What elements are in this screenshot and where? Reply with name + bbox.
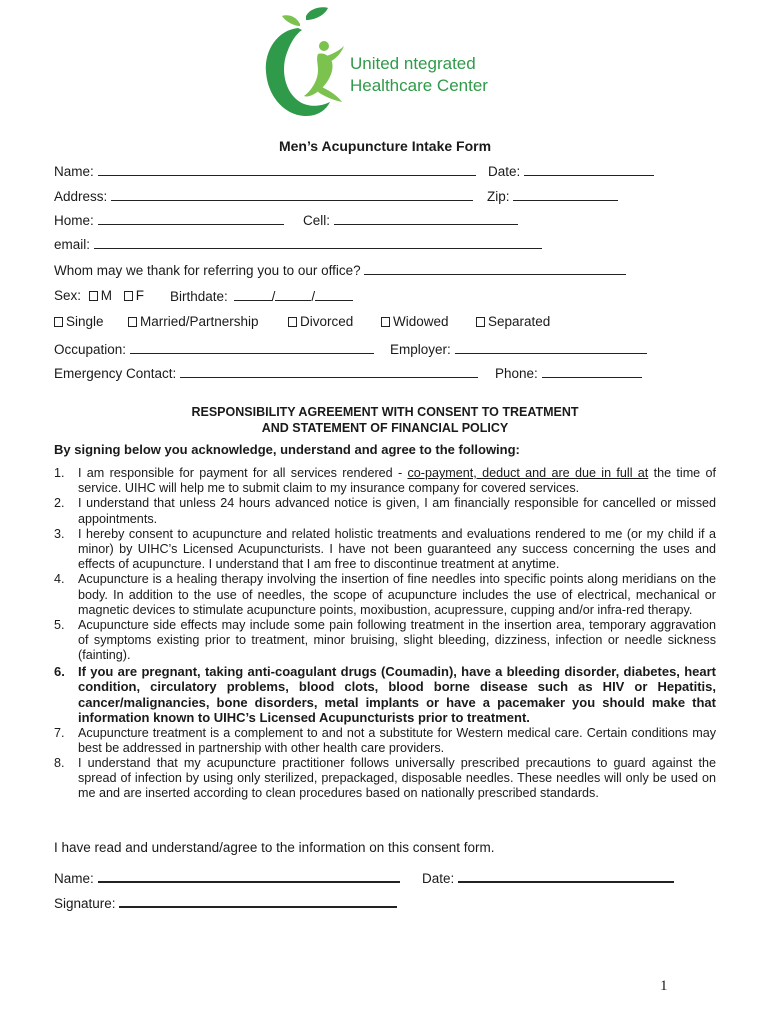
home-row bbox=[54, 212, 284, 228]
address-input-line[interactable] bbox=[111, 188, 473, 201]
phone-row bbox=[495, 365, 642, 381]
list-text: Acupuncture treatment is a complement to and not a substitute for Western medical care. Certain conditions may best be addressed in partnership with other health care providers. bbox=[78, 725, 716, 755]
referral-row bbox=[54, 262, 626, 278]
list-item bbox=[54, 726, 716, 756]
consent-date-input-line[interactable] bbox=[458, 869, 674, 883]
referral-input-line[interactable] bbox=[364, 262, 626, 275]
list-number: 3. bbox=[54, 526, 65, 541]
marital-widowed bbox=[381, 314, 449, 329]
list-number: 7. bbox=[54, 725, 65, 740]
agreement-list bbox=[54, 466, 716, 802]
address-label: Address: bbox=[54, 189, 108, 204]
name-label: Name: bbox=[54, 164, 94, 179]
birth-day-line[interactable] bbox=[275, 288, 311, 301]
married-checkbox[interactable] bbox=[128, 317, 137, 327]
home-label: Home: bbox=[54, 213, 94, 228]
address-row bbox=[54, 188, 473, 204]
zip-input-line[interactable] bbox=[513, 188, 618, 201]
widowed-checkbox[interactable] bbox=[381, 317, 390, 327]
widowed-label: Widowed bbox=[393, 314, 449, 329]
list-item bbox=[54, 466, 716, 496]
list-item bbox=[54, 572, 716, 618]
agreement-heading-1: RESPONSIBILITY AGREEMENT WITH CONSENT TO TREATMENT bbox=[191, 405, 579, 419]
agreement-heading-2: AND STATEMENT OF FINANCIAL POLICY bbox=[261, 421, 509, 435]
marital-divorced bbox=[288, 314, 353, 329]
cell-label: Cell: bbox=[303, 213, 331, 228]
birthdate-label: Birthdate: bbox=[170, 289, 228, 304]
list-text bbox=[78, 466, 716, 496]
consent-date-row bbox=[422, 869, 674, 886]
sex-m-checkbox[interactable] bbox=[89, 291, 98, 301]
home-phone-input-line[interactable] bbox=[98, 212, 284, 225]
list-number: 6. bbox=[54, 663, 65, 679]
list-item bbox=[54, 618, 716, 664]
email-row bbox=[54, 236, 542, 252]
sex-f-label: F bbox=[135, 288, 145, 303]
sex-label: Sex: bbox=[54, 288, 82, 303]
email-label: email: bbox=[54, 237, 91, 252]
occupation-label: Occupation: bbox=[54, 342, 127, 357]
phone-label: Phone: bbox=[495, 366, 538, 381]
date-label: Date: bbox=[488, 164, 521, 179]
list-number: 2. bbox=[54, 496, 65, 511]
consent-name-row bbox=[54, 869, 400, 886]
marital-single bbox=[54, 314, 104, 329]
page-number: 1 bbox=[660, 978, 668, 994]
list-number: 4. bbox=[54, 572, 65, 587]
separated-label: Separated bbox=[488, 314, 551, 329]
consent-statement: I have read and understand/agree to the information on this consent form. bbox=[54, 840, 495, 855]
list-item bbox=[54, 496, 716, 526]
emergency-row bbox=[54, 365, 478, 381]
logo-text-line1: United ntegrated bbox=[350, 54, 476, 73]
clinic-logo bbox=[258, 6, 503, 121]
marital-married bbox=[128, 314, 259, 329]
signature-label: Signature: bbox=[54, 896, 116, 911]
list-item bbox=[54, 527, 716, 573]
email-input-line[interactable] bbox=[94, 236, 542, 249]
list-text: I hereby consent to acupuncture and related holistic treatments and evaluations rendered to me (or my child if a minor) by UIHC’s Licensed Acupuncturists. I have not been guaranteed any success concerning the uses and effects of acupuncture. I understand that I am free to discontinue treatment at anytime. bbox=[78, 526, 716, 572]
referral-label: Whom may we thank for referring you to our office? bbox=[54, 263, 361, 278]
divorced-label: Divorced bbox=[300, 314, 354, 329]
consent-name-input-line[interactable] bbox=[98, 869, 400, 883]
emergency-label: Emergency Contact: bbox=[54, 366, 177, 381]
item-1-text-a: I am responsible for payment for all services rendered - bbox=[78, 466, 408, 480]
separated-checkbox[interactable] bbox=[476, 317, 485, 327]
name-input-line[interactable] bbox=[98, 163, 476, 176]
single-checkbox[interactable] bbox=[54, 317, 63, 327]
logo-text-line2: Healthcare Center bbox=[350, 76, 488, 95]
single-label: Single bbox=[66, 314, 104, 329]
zip-label: Zip: bbox=[487, 189, 510, 204]
list-item-warning bbox=[54, 664, 716, 726]
employer-label: Employer: bbox=[390, 342, 451, 357]
signature-input-line[interactable] bbox=[119, 894, 397, 908]
sex-row bbox=[54, 288, 144, 303]
birth-year-line[interactable] bbox=[315, 288, 353, 301]
agreement-intro: By signing below you acknowledge, understand and agree to the following: bbox=[54, 442, 520, 457]
list-text: Acupuncture side effects may include some pain following treatment in the insertion area, temporary aggravation of symptoms existing prior to treatment, minor bruising, slight bleeding, dizziness, infection or needle sickness (fainting). bbox=[78, 618, 716, 663]
item-1-underlined: co-payment, deduct and are due in full at bbox=[407, 466, 649, 480]
married-label: Married/Partnership bbox=[140, 314, 259, 329]
list-text: Acupuncture is a healing therapy involving the insertion of fine needles into specific points along meridians on the body. In addition to the use of needles, the scope of acupuncture includes the use of electrical, mechanical or magnetic devices to stimulate acupuncture points, moxibustion, acupressure, cupping and/or infra-red therapy. bbox=[78, 572, 716, 617]
list-number: 1. bbox=[54, 466, 65, 480]
list-number: 5. bbox=[54, 618, 65, 633]
employer-input-line[interactable] bbox=[455, 341, 647, 354]
date-row bbox=[488, 163, 654, 179]
cell-phone-input-line[interactable] bbox=[334, 212, 518, 225]
apple-figure-icon bbox=[258, 6, 358, 121]
emergency-input-line[interactable] bbox=[180, 365, 478, 378]
signature-row bbox=[54, 894, 397, 911]
occupation-row bbox=[54, 341, 374, 357]
employer-row bbox=[390, 341, 647, 357]
zip-row bbox=[487, 188, 618, 204]
name-row bbox=[54, 163, 476, 179]
sex-m-label: M bbox=[100, 288, 113, 303]
list-text: If you are pregnant, taking anti-coagulant drugs (Coumadin), have a bleeding disorder, diabetes, heart condition, circulatory problems, blood clots, blood borne disease such as HIV or Hepatitis, cancer/malignancies, bone disorders, metal implants or have a pacemaker you should make that information known to UIHC’s Licensed Acupuncturists prior to treatment. bbox=[78, 663, 716, 726]
occupation-input-line[interactable] bbox=[130, 341, 374, 354]
cell-row bbox=[303, 212, 518, 228]
list-number: 8. bbox=[54, 756, 65, 771]
sex-f-checkbox[interactable] bbox=[124, 291, 133, 301]
birth-month-line[interactable] bbox=[234, 288, 272, 301]
item-1-text-b: the time of service. UIHC will help me to submit claim to my insurance company for covered services. bbox=[78, 466, 716, 496]
date-input-line[interactable] bbox=[524, 163, 654, 176]
form-title: Men’s Acupuncture Intake Form bbox=[278, 138, 492, 154]
list-item bbox=[54, 756, 716, 802]
birthdate-row: Birthdate: / / bbox=[170, 288, 353, 304]
divorced-checkbox[interactable] bbox=[288, 317, 297, 327]
list-text: I understand that my acupuncture practitioner follows universally prescribed precautions to guard against the spread of infection by using only sterilized, prepackaged, disposable needles. These needles will only be used on me and are inserted according to clean procedures based on nationally prescribed standards. bbox=[78, 756, 716, 801]
marital-separated bbox=[476, 314, 550, 329]
consent-date-label: Date: bbox=[422, 871, 455, 886]
phone-input-line[interactable] bbox=[542, 365, 642, 378]
consent-name-label: Name: bbox=[54, 871, 94, 886]
list-text: I understand that unless 24 hours advanced notice is given, I am financially responsible for cancelled or missed appointments. bbox=[78, 496, 716, 526]
